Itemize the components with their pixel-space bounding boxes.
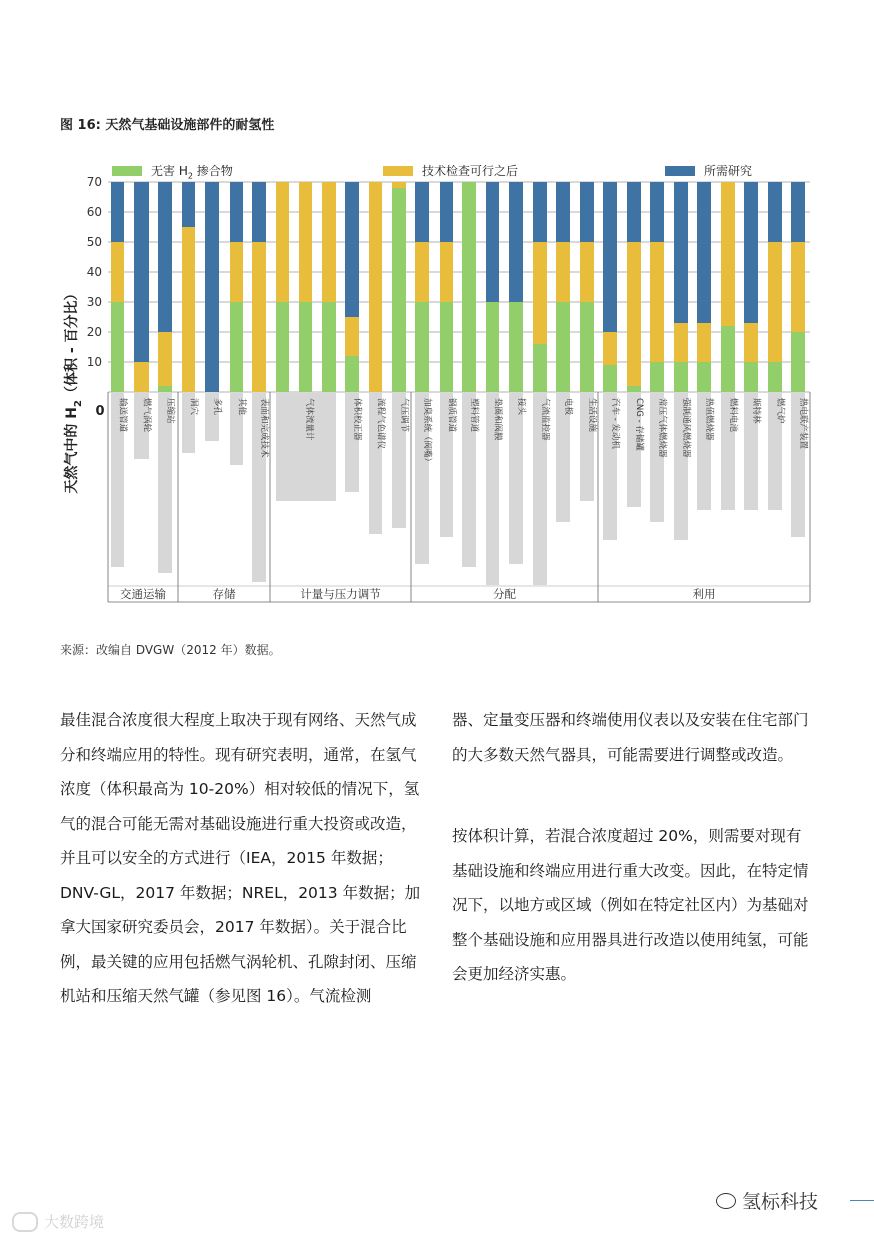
bar-green — [415, 302, 429, 392]
bar-blue — [509, 182, 523, 302]
y-tick-label: 40 — [86, 265, 102, 279]
bar-green — [392, 188, 406, 392]
bar-yellow — [322, 182, 336, 302]
bar-blue — [744, 182, 758, 323]
bar-green — [721, 326, 735, 392]
figure-label: 图 16: — [60, 118, 101, 133]
bar-yellow — [791, 242, 805, 332]
bar-green — [462, 182, 476, 392]
y-tick-label: 70 — [86, 175, 102, 189]
legend-label-green: 无害 $H_2$ 掺合物 — [151, 164, 233, 181]
category-label: 压缩站 — [165, 398, 175, 424]
bar-yellow — [744, 323, 758, 362]
bar-green — [603, 365, 617, 392]
legend-label-yellow: 技术检查可行之后 — [422, 164, 519, 178]
bar-yellow — [440, 242, 453, 302]
bar-blue — [556, 182, 570, 242]
bar-green — [345, 356, 359, 392]
bar-green — [650, 362, 664, 392]
category-label: 汽车 - 发动机 — [610, 398, 620, 449]
category-label: 气体流量计 — [304, 398, 314, 441]
bar-green — [486, 302, 499, 392]
group-label: 利用 — [692, 587, 716, 601]
bar-green — [299, 302, 312, 392]
category-label: 流程气色谱仪 — [375, 398, 386, 450]
category-label: 热值燃烧器 — [704, 398, 714, 441]
bar-yellow — [252, 242, 266, 392]
y-axis-label: 天然气中的 $H_2$（体积 - 百分比） — [64, 286, 84, 494]
bar-green — [230, 302, 243, 392]
bar-yellow — [768, 242, 782, 362]
bar-yellow — [674, 323, 688, 362]
bar-green — [697, 362, 711, 392]
category-label: 输送管道 — [117, 398, 128, 433]
bar-green — [276, 302, 289, 392]
y-tick-labels — [87, 175, 102, 369]
y-zero-label: 0 — [95, 404, 105, 419]
bar-blue — [627, 182, 641, 242]
category-label: 塑料管道 — [469, 398, 479, 433]
bar-yellow — [603, 332, 617, 365]
bar-green — [674, 362, 688, 392]
category-label: 体积校正器 — [352, 398, 362, 441]
bar-blue — [674, 182, 688, 323]
brand-right-text: 氢标科技 — [742, 1191, 819, 1213]
bar-green — [440, 302, 453, 392]
category-label: 接头 — [516, 398, 526, 416]
logo-icon — [12, 1212, 38, 1232]
category-label: 表面和完成技术 — [259, 398, 269, 458]
bar-green — [533, 344, 547, 392]
bar-green — [580, 302, 594, 392]
bar-blue — [440, 182, 453, 242]
category-label: 电极 — [563, 398, 573, 416]
bar-yellow — [721, 182, 735, 326]
bar-yellow — [533, 242, 547, 344]
bar-yellow — [182, 227, 195, 392]
bar-yellow — [697, 323, 711, 362]
bar-green — [791, 332, 805, 392]
research-depth-bar — [509, 393, 523, 564]
bar-blue — [580, 182, 594, 242]
bar-green — [158, 386, 172, 392]
figure-title-text: 天然气基础设施部件的耐氢性 — [105, 118, 275, 133]
source-note: 来源：改编自 DVGW（2012 年）数据。 — [60, 643, 281, 657]
category-label: 生活设施 — [587, 398, 597, 433]
category-label: 气压调节 — [399, 398, 409, 433]
group-label: 计量与压力调节 — [300, 587, 381, 601]
bar-yellow — [627, 242, 641, 386]
bar-blue — [533, 182, 547, 242]
category-label: 其他 — [236, 398, 247, 416]
bar-blue — [345, 182, 359, 317]
research-depth-bars — [111, 393, 805, 585]
bar-blue — [650, 182, 664, 242]
bar-blue — [134, 182, 149, 362]
bar-green — [509, 302, 523, 392]
y-tick-label: 20 — [86, 325, 102, 339]
bar-blue — [252, 182, 266, 242]
group-label: 交通运输 — [120, 587, 166, 601]
bar-yellow — [111, 242, 124, 302]
bar-blue — [158, 182, 172, 332]
bar-yellow — [650, 242, 664, 362]
bar-blue — [230, 182, 243, 242]
bar-green — [556, 302, 570, 392]
category-label: 加臭系统（阀嘴） — [422, 398, 432, 467]
brand-divider — [850, 1200, 874, 1201]
bar-yellow — [415, 242, 429, 302]
bar-blue — [603, 182, 617, 332]
bar-yellow — [369, 182, 382, 392]
category-label: 气流监控器 — [540, 398, 550, 441]
bar-yellow — [556, 242, 570, 302]
brand-left — [12, 1211, 104, 1232]
bar-blue — [415, 182, 429, 242]
category-label: 多孔 — [212, 398, 222, 416]
group-label: 分配 — [493, 587, 516, 601]
bar-blue — [486, 182, 499, 302]
category-label: CNG - 存储罐 — [634, 398, 644, 451]
category-label: 燃料电池 — [728, 398, 738, 433]
category-label: 燃气炉 — [775, 398, 785, 424]
bar-yellow — [345, 317, 359, 356]
group-label: 存储 — [212, 587, 236, 601]
y-tick-label: 50 — [86, 235, 102, 249]
bar-yellow — [580, 242, 594, 302]
bar-yellow — [276, 182, 289, 302]
bar-yellow — [299, 182, 312, 302]
bar-blue — [697, 182, 711, 323]
bar-green — [111, 302, 124, 392]
bar-green — [322, 302, 336, 392]
category-label: 燃气涡轮 — [141, 398, 152, 433]
bar-blue — [768, 182, 782, 242]
category-label: 垫圈和阀膜 — [492, 398, 503, 441]
bar-blue — [111, 182, 124, 242]
bar-green — [744, 362, 758, 392]
paragraph-left: 最佳混合浓度很大程度上取决于现有网络、天然气成分和终端应用的特性。现有研究表明，通常，在氢气浓度（体积最高为 10-20%）相对较低的情况下，氢气的混合可能无需对基础设施进行重大投资或改造，并且可以安全的方式进行（IEA，2015 年数据；DNV-GL，2017 年数据；NREL，2013 年数据；加拿大国家研究委员会，2017 年数据）。关于混合比例，最关键的应用包括燃气涡轮机、孔隙封闭、压缩机站和压缩天然气罐（参见图 16）。气流检测 — [60, 711, 421, 1005]
brand-right — [716, 1187, 818, 1214]
category-label: 钢质管道 — [446, 398, 457, 433]
y-tick-label: 30 — [86, 295, 102, 309]
bar-green — [768, 362, 782, 392]
bar-yellow — [134, 362, 149, 392]
category-label: 强制通风燃烧器 — [681, 398, 691, 458]
y-tick-label: 10 — [86, 355, 102, 369]
wechat-icon — [716, 1193, 736, 1209]
paragraph-right-2: 按体积计算，若混合浓度超过 20%，则需要对现有基础设施和终端应用进行重大改变。因此，在特定情况下，以地方或区域（例如在特定社区内）为基础对整个基础设施和应用器具进行改造以使用纯氢，可能会更加经济实惠。 — [452, 827, 809, 983]
bar-green — [627, 386, 641, 392]
y-tick-label: 60 — [86, 205, 102, 219]
bar-blue — [205, 182, 219, 392]
bar-yellow — [158, 332, 172, 386]
bar-yellow — [230, 242, 243, 302]
category-label: 热电联产装置 — [798, 398, 808, 450]
category-label: 洞穴 — [188, 398, 199, 416]
bar-yellow — [392, 182, 406, 188]
paragraph-right-1: 器、定量变压器和终端使用仪表以及安装在住宅部门的大多数天然气器具，可能需要进行调整或改造。 — [452, 711, 809, 764]
bar-blue — [182, 182, 195, 227]
legend-label-blue: 所需研究 — [704, 164, 753, 178]
category-label: 常压气体燃烧器 — [657, 398, 667, 458]
brand-left-text: 大数跨境 — [44, 1213, 105, 1231]
bars — [111, 182, 805, 392]
bar-blue — [791, 182, 805, 242]
category-label: 斯特林 — [751, 398, 761, 424]
